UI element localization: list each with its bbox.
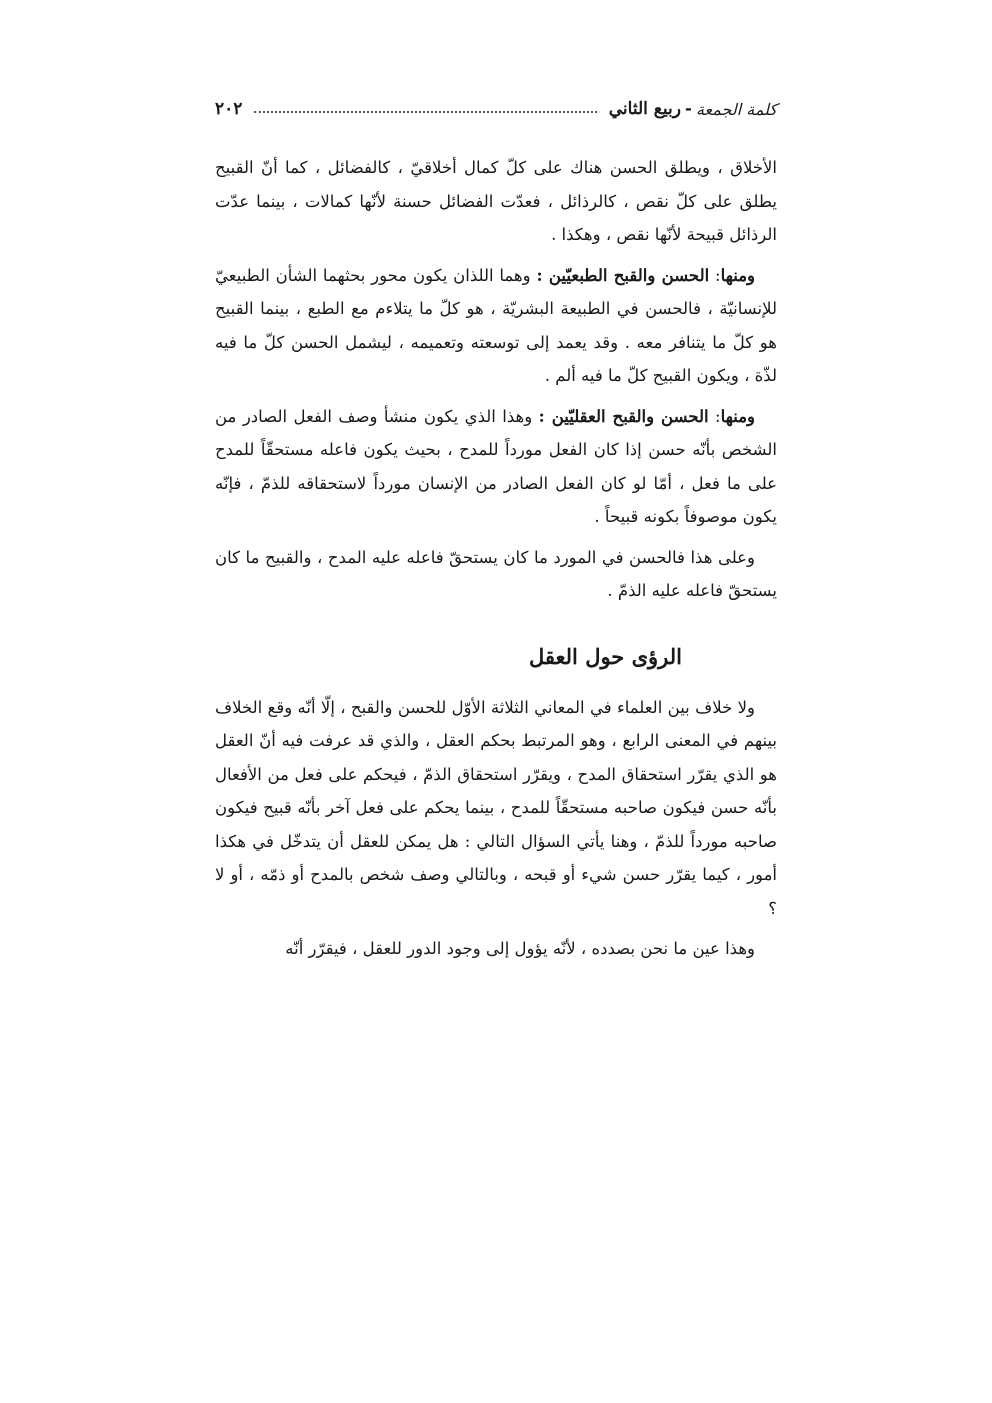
paragraph-colon: : — [708, 406, 721, 426]
journal-logo: كلمة الجمعة — [695, 99, 777, 119]
paragraph-ethical-beauty: الأخلاق ، ويطلق الحسن هناك على كلّ كمال أخلاقيّ ، كالفضائل ، كما أنّ القبيح يطلق على كلّ نقص ، كالرذائل ، فعدّت الفضائل حسنة لأنّها كمالات ، بينما عدّت الرذائل قبيحة لأنّها نقص ، وهكذا . — [215, 158, 777, 244]
paragraph-lead: ومنها — [720, 265, 756, 285]
paragraph-conclusion: وعلى هذا فالحسن في المورد ما كان يستحقّ فاعله عليه المدح ، والقبيح ما كان يستحقّ فاعله عليه الذمّ . — [215, 547, 777, 600]
issue-month: ربيع الثاني — [608, 99, 681, 119]
paragraph-rational-beauty — [215, 400, 777, 534]
dotted-leader — [254, 111, 596, 113]
book-page — [215, 95, 777, 966]
paragraph-lead: ومنها — [720, 406, 755, 426]
page-number: ٢٠٢ — [215, 99, 243, 119]
running-header — [215, 95, 777, 123]
header-title — [609, 99, 777, 119]
header-separator: - — [684, 99, 692, 119]
section-heading: الرؤى حول العقل — [529, 643, 682, 669]
paragraph-body: وهذا الذي يكون منشأ وصف الفعل الصادر من الشخص بأنّه حسن إذا كان الفعل مورداً للمدح ، بحيث يكون فاعله مستحقّاً للمدح على ما فعل ، أمّا لو كان الفعل الصادر من الإنسان مورداً لاستحقاقه للذمّ ، فإنّه يكون موصوفاً بكونه قبيحاً . — [215, 406, 777, 526]
paragraph-term: الحسن والقبح الطبعيّين : — [536, 265, 710, 285]
paragraph-natural-beauty — [215, 259, 777, 393]
paragraph-continuation: وهذا عين ما نحن بصدده ، لأنّه يؤول إلى وجود الدور للعقل ، فيقرّر أنّه — [285, 939, 755, 958]
paragraph-body: وهما اللذان يكون محور بحثهما الشأن الطبيعيّ للإنسانيّة ، فالحسن في الطبيعة البشريّة ، هو كلّ ما يتلاءم مع الطبع ، بينما القبيح هو كلّ ما يتنافر معه . وقد يعمد إلى توسعته وتعميمه ، ليشمل الحسن كلّ ما فيه لذّة ، ويكون القبيح كلّ ما فيه ألم . — [215, 265, 777, 385]
paragraph-views-on-reason: ولا خلاف بين العلماء في المعاني الثلاثة الأوّل للحسن والقبح ، إلّا أنّه وقع الخلاف بينهم في المعنى الرابع ، وهو المرتبط بحكم العقل ، والذي قد عرفت فيه أنّ العقل هو الذي يقرّر استحقاق المدح ، ويقرّر استحقاق الذمّ ، فيحكم على فعل من الأفعال بأنّه حسن فيكون صاحبه مستحقّاً للمدح ، بينما يحكم على فعل آخر بأنّه قبيح فيكون صاحبه مورداً للذمّ ، وهنا يأتي السؤال التالي : هل يمكن للعقل أن يتدخّل في هكذا أمور ، كيما يقرّر حسن شيء أو قبحه ، وبالتالي وصف شخص بالمدح أو ذمّه ، أو لا ؟ — [215, 697, 777, 918]
paragraph-colon: : — [709, 265, 721, 285]
paragraph-term: الحسن والقبح العقليّين : — [538, 406, 709, 426]
